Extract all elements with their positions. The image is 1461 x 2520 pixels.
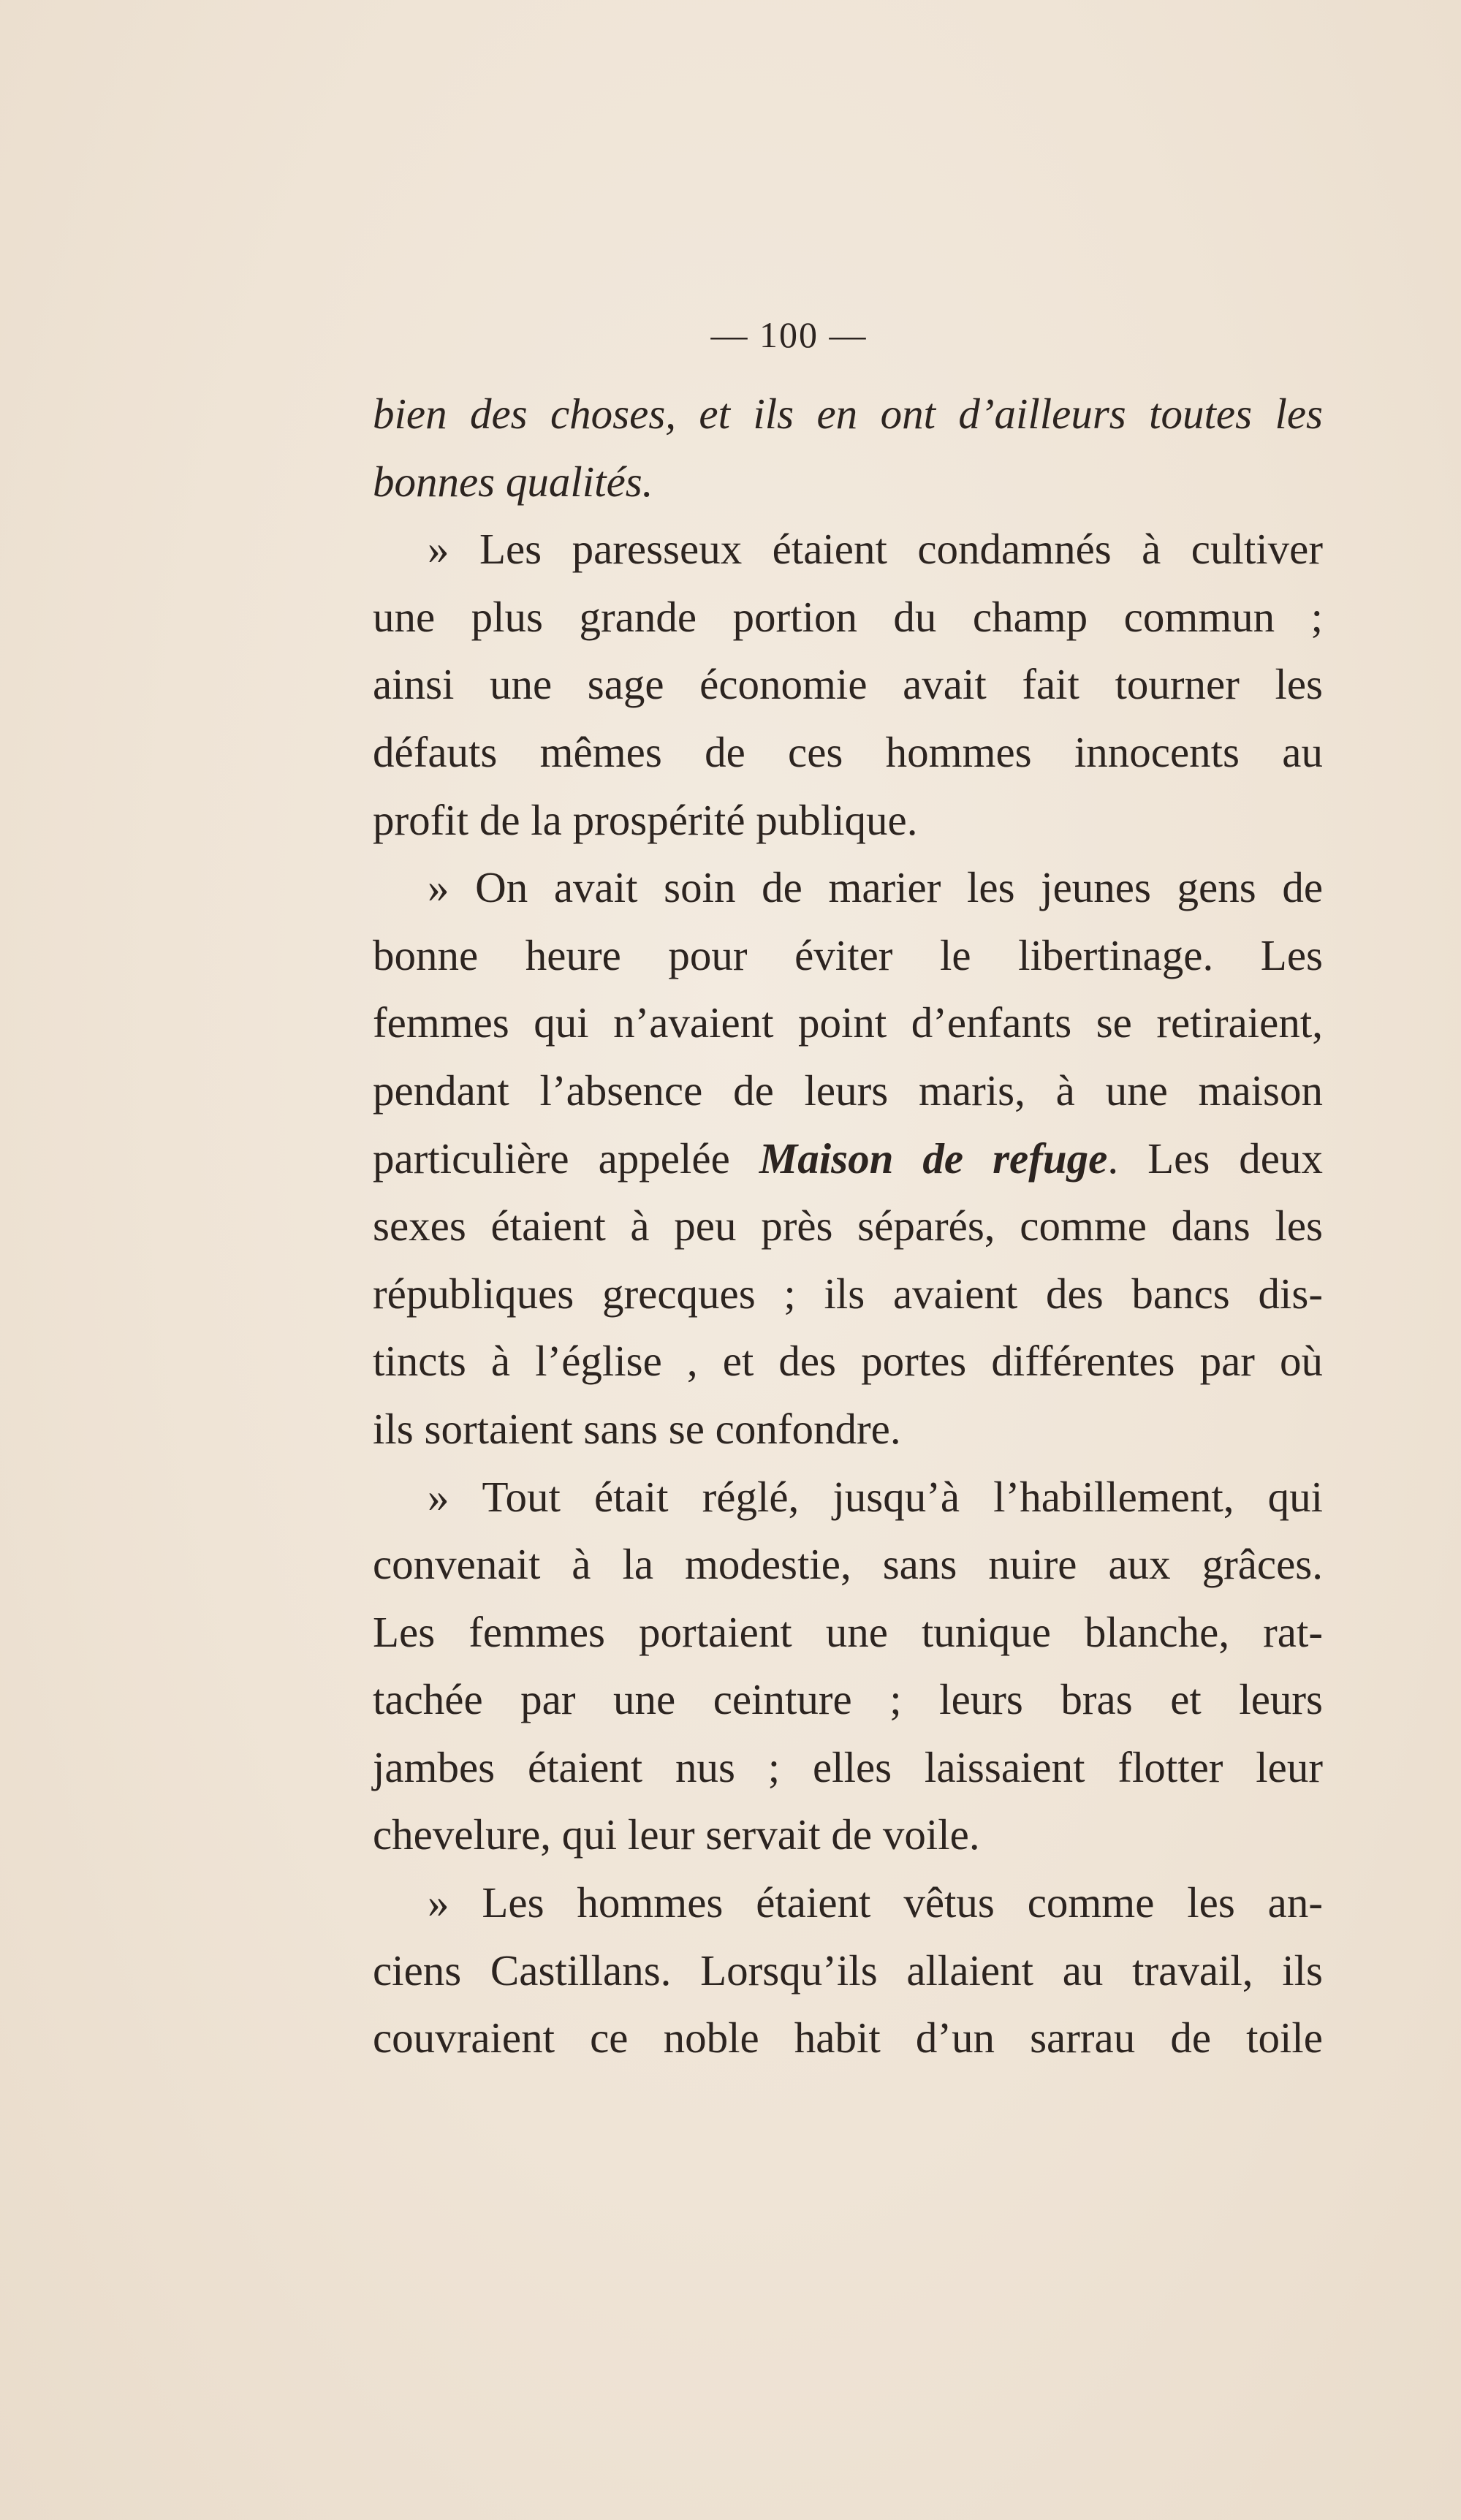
text-fragment: . Les deux	[1107, 1134, 1323, 1183]
text-line: ils sortaient sans se confondre.	[373, 1404, 901, 1453]
text-line: Les femmes portaient une tunique blanche, rat-	[373, 1607, 1323, 1656]
paragraph-start-line: » Les hommes étaient vêtus comme les an-	[428, 1878, 1323, 1927]
text-line: ainsi une sage économie avait fait tourner les	[373, 660, 1323, 709]
text-line: chevelure, qui leur servait de voile.	[373, 1810, 980, 1859]
text-line: tachée par une ceinture ; leurs bras et leurs	[373, 1675, 1323, 1724]
paragraph-start-line: » On avait soin de marier les jeunes gens de	[428, 863, 1323, 912]
paragraph-start-line: » Tout était réglé, jusqu’à l’habillement, qui	[428, 1472, 1323, 1521]
text-line: républiques grecques ; ils avaient des bancs dis-	[373, 1269, 1323, 1318]
text-line: bonnes qualités.	[373, 457, 653, 506]
text-fragment: particulière appelée	[373, 1134, 759, 1183]
text-line: bien des choses, et ils en ont d’ailleurs toutes les	[373, 390, 1323, 438]
text-line: femmes qui n’avaient point d’enfants se retiraient,	[373, 998, 1323, 1047]
text-line: ciens Castillans. Lorsqu’ils allaient au travail, ils	[373, 1946, 1323, 1995]
text-line: pendant l’absence de leurs maris, à une maison	[373, 1066, 1323, 1115]
text-line: tincts à l’église , et des portes différentes par où	[373, 1337, 1323, 1386]
text-line: couvraient ce noble habit d’un sarrau de toile	[373, 2014, 1323, 2062]
text-line: une plus grande portion du champ commun ;	[373, 592, 1323, 641]
text-line: convenait à la modestie, sans nuire aux grâces.	[373, 1540, 1323, 1589]
body-text	[373, 380, 1323, 2072]
text-line: bonne heure pour éviter le libertinage. Les	[373, 930, 1323, 979]
paragraph-start-line: » Les paresseux étaient condamnés à cultiver	[428, 525, 1323, 574]
text-line: défauts mêmes de ces hommes innocents au	[373, 727, 1323, 776]
page-number: — 100 —	[710, 314, 868, 355]
text-line: sexes étaient à peu près séparés, comme dans les	[373, 1202, 1323, 1250]
text-line-with-emphasis	[373, 1125, 1323, 1193]
emphasized-term: Maison de refuge	[759, 1134, 1108, 1183]
text-line: jambes étaient nus ; elles laissaient flotter leur	[373, 1742, 1323, 1791]
text-line: profit de la prospérité publique.	[373, 795, 918, 844]
